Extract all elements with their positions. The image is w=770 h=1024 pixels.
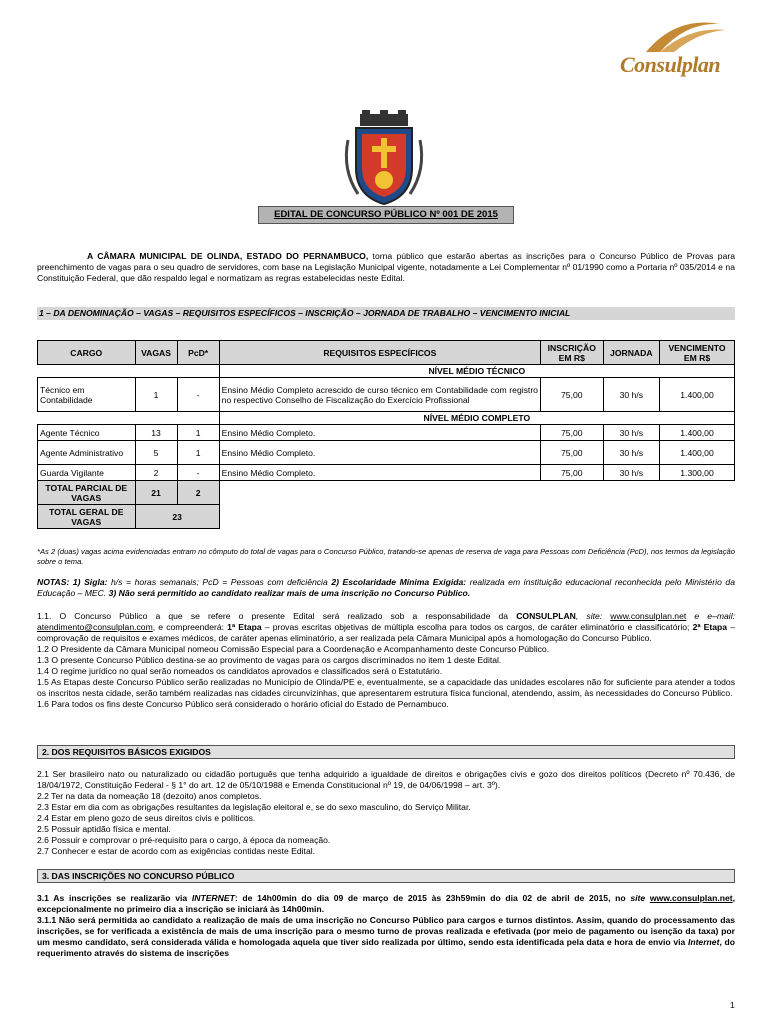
paragraph-1-4: 1.4 O regime jurídico no qual serão nomeados os candidatos aprovados e classificados será o Estatutário. — [37, 666, 443, 676]
consulplan-site-link[interactable]: www.consulplan.net — [610, 611, 687, 621]
section-1-body — [37, 611, 735, 710]
footnote: *As 2 (duas) vagas acima evidenciadas entram no cômputo do total de vagas para o Concurso Público, tratando-se apenas de reserva de vaga para Pessoas com Deficiência (PcD), nos termos da legislação sobre o tema. — [37, 547, 735, 566]
cell-cargo: Agente Técnico — [38, 425, 136, 441]
section-2-body — [37, 769, 735, 857]
paragraph-2-7: 2.7 Conhecer e estar de acordo com as exigências contidas neste Edital. — [37, 846, 316, 856]
cell-vencimento: 1.300,00 — [660, 465, 735, 481]
logo-text: Consulplan — [620, 52, 721, 77]
cell-inscricao: 75,00 — [540, 441, 603, 465]
total-geral-value: 23 — [135, 505, 219, 529]
email-link[interactable]: atendimento@consulplan.com — [37, 622, 153, 632]
total-geral-label: TOTAL GERAL DE VAGAS — [38, 505, 136, 529]
paragraph-2-1: 2.1 Ser brasileiro nato ou naturalizado ou cidadão português que tenha adquirido a igualdade de direitos e obrigações civis e gozo dos direitos políticos (Decreto nº 70.436, de 18/04/1972, Constituição Federal - § 1° do art. 12 de 05/10/1988 e Emenda Constitucional nº 19, de 04/06/1998 – art. 3º). — [37, 769, 735, 790]
header-vencimento: VENCIMENTO EM R$ — [660, 341, 735, 365]
consulplan-logo — [616, 16, 752, 76]
header-requisitos: REQUISITOS ESPECÍFICOS — [219, 341, 540, 365]
table-header-row — [38, 341, 735, 365]
total-parcial-pcd: 2 — [177, 481, 219, 505]
consulplan-site-link-2[interactable]: www.consulplan.net — [649, 893, 733, 903]
cell-jornada: 30 h/s — [603, 441, 659, 465]
cell-pcd: - — [177, 378, 219, 412]
paragraph-1-2: 1.2 O Presidente da Câmara Municipal nomeou Comissão Especial para a Coordenação e Acompanhamento deste Concurso Público. — [37, 644, 550, 654]
cell-cargo: Guarda Vigilante — [38, 465, 136, 481]
section-1-title: 1 – DA DENOMINAÇÃO – VAGAS – REQUISITOS ESPECÍFICOS – INSCRIÇÃO – JORNADA DE TRABALHO – VENCIMENTO INICIAL — [37, 307, 735, 320]
cell-cargo: Técnico em Contabilidade — [38, 378, 136, 412]
cell-vagas: 2 — [135, 465, 177, 481]
municipal-crest-icon — [338, 110, 430, 206]
notas-inscricao: 3) Não será permitido ao candidato realizar mais de uma inscrição no Concurso Público. — [108, 588, 471, 598]
total-geral-row — [38, 505, 735, 529]
cell-vencimento: 1.400,00 — [660, 441, 735, 465]
edital-title: EDITAL DE CONCURSO PÚBLICO Nº 001 DE 2015 — [258, 206, 514, 224]
header-jornada: JORNADA — [603, 341, 659, 365]
cell-requisitos: Ensino Médio Completo. — [219, 425, 540, 441]
table-row — [38, 425, 735, 441]
paragraph-1-5: 1.5 As Etapas deste Concurso Público serão realizadas no Município de Olinda/PE e, eventualmente, se a capacidade das unidades escolares não for suficiente para atender a todos os inscritos nesta cidade, serão também realizadas nas cidades circunvizinhas, que apresentarem estrutura física funcional, atendendo, assim, às necessidades do Concurso Público. — [37, 677, 735, 698]
nivel-completo-row — [38, 412, 735, 425]
notas-sigla: NOTAS: 1) Sigla: — [37, 577, 108, 587]
total-parcial-label: TOTAL PARCIAL DE VAGAS — [38, 481, 136, 505]
section-2-title: 2. DOS REQUISITOS BÁSICOS EXIGIDOS — [37, 745, 735, 759]
nivel-completo-label: NÍVEL MÉDIO COMPLETO — [219, 412, 734, 425]
notas-escolaridade-text: realizada em instituição educacional reconhecida pelo Ministério da Educação – MEC. — [37, 577, 735, 598]
cell-pcd: 1 — [177, 441, 219, 465]
cell-requisitos: Ensino Médio Completo acrescido de curso técnico em Contabilidade com registro no respectivo Conselho de Fiscalização do Exercício Profissional — [219, 378, 540, 412]
paragraph-2-6: 2.6 Possuir e comprovar o pré-requisito para o cargo, à época da nomeação. — [37, 835, 331, 845]
nivel-tecnico-label: NÍVEL MÉDIO TÉCNICO — [219, 365, 734, 378]
cargos-table — [37, 340, 735, 529]
cell-vencimento: 1.400,00 — [660, 425, 735, 441]
paragraph-1-6: 1.6 Para todos os fins deste Concurso Público será considerado o horário oficial do Estado de Pernambuco. — [37, 699, 449, 709]
table-row — [38, 441, 735, 465]
intro-paragraph — [37, 251, 735, 284]
intro-org: A CÂMARA MUNICIPAL DE OLINDA, ESTADO DO PERNAMBUCO, — [87, 251, 369, 261]
total-parcial-vagas: 21 — [135, 481, 177, 505]
logo-mark-icon — [616, 16, 752, 56]
cell-vagas: 1 — [135, 378, 177, 412]
paragraph-2-2: 2.2 Ter na data da nomeação 18 (dezoito) anos completos. — [37, 791, 262, 801]
notas — [37, 577, 735, 599]
cell-inscricao: 75,00 — [540, 378, 603, 412]
section-3-body: 3.1 As inscrições se realizarão via INTERNET: de 14h00min do dia 09 de março de 2015 às 23h59min do dia 02 de abril de 2015, no site www.consulplan.net, excepcionalmente no primeiro dia a inscrição se iniciará às 14h00min. 3.1.1 Não será permitida ao candidato a realização de mais de uma inscrição no Concurso Público para cargos e turnos distintos. Assim, quando do processamento das inscrições, se for verificada a existência de mais de uma inscrição para o mesmo turno de provas realizada e efetivada (por meio de pagamento ou isenção da taxa) por um mesmo candidato, será considerada válida e homologada aquela que tiver sido realizada por último, sendo esta identificada pela data e hora de envio via Internet, do requerimento através do sistema de inscrições — [37, 893, 735, 958]
cell-jornada: 30 h/s — [603, 465, 659, 481]
notas-escolaridade: 2) Escolaridade Mínima Exigida: — [331, 577, 467, 587]
notas-sigla-text: h/s = horas semanais; PcD = Pessoas com deficiência — [107, 577, 332, 587]
cell-pcd: - — [177, 465, 219, 481]
header-cargo: CARGO — [38, 341, 136, 365]
cell-inscricao: 75,00 — [540, 425, 603, 441]
total-parcial-row — [38, 481, 735, 505]
cell-pcd: 1 — [177, 425, 219, 441]
header-inscricao: INSCRIÇÃO EM R$ — [540, 341, 603, 365]
paragraph-1-3: 1.3 O presente Concurso Público destina-se ao provimento de vagas para os cargos discriminados no item 1 deste Edital. — [37, 655, 502, 665]
nivel-tecnico-row — [38, 365, 735, 378]
cell-requisitos: Ensino Médio Completo. — [219, 465, 540, 481]
cell-jornada: 30 h/s — [603, 378, 659, 412]
header-pcd: PcD* — [177, 341, 219, 365]
table-row — [38, 465, 735, 481]
header-vagas: VAGAS — [135, 341, 177, 365]
page-number: 1 — [730, 1000, 735, 1010]
paragraph-2-4: 2.4 Estar em pleno gozo de seus direitos civis e políticos. — [37, 813, 256, 823]
table-row — [38, 378, 735, 412]
paragraph-2-3: 2.3 Estar em dia com as obrigações resultantes da legislação eleitoral e, se do sexo masculino, do Serviço Militar. — [37, 802, 471, 812]
cell-inscricao: 75,00 — [540, 465, 603, 481]
paragraph-1-1: 1.1. O Concurso Público a que se refere o presente Edital será realizado sob a responsabilidade da CONSULPLAN, site: www.consulplan.net e e–mail: atendimento@consulplan.com, e compreenderá: 1ª Etapa – provas escritas objetivas de múltipla escolha para todos os cargos, de caráter eliminatório e classificatório; 2ª Etapa – comprovação de requisitos e exames médicos, de caráter apenas eliminatório, a ser realizada pela Câmara Municipal após a homologação do Concurso Público. — [37, 611, 736, 643]
cell-vagas: 13 — [135, 425, 177, 441]
intro-text: torna público que estarão abertas as inscrições para o Concurso Público de Provas para preenchimento de vagas para o seu quadro de servidores, com base na Legislação Municipal vigente, notadamente a Lei Complementar nº 01/1990 como a Portaria nº 035/2014 e na Constituição Federal, que dão respaldo legal e normatizam as regras estabelecidas neste Edital. — [37, 251, 735, 283]
section-3-title: 3. DAS INSCRIÇÕES NO CONCURSO PÚBLICO — [37, 869, 735, 883]
cell-vencimento: 1.400,00 — [660, 378, 735, 412]
cell-vagas: 5 — [135, 441, 177, 465]
cell-cargo: Agente Administrativo — [38, 441, 136, 465]
cell-jornada: 30 h/s — [603, 425, 659, 441]
paragraph-2-5: 2.5 Possuir aptidão física e mental. — [37, 824, 171, 834]
cell-requisitos: Ensino Médio Completo. — [219, 441, 540, 465]
